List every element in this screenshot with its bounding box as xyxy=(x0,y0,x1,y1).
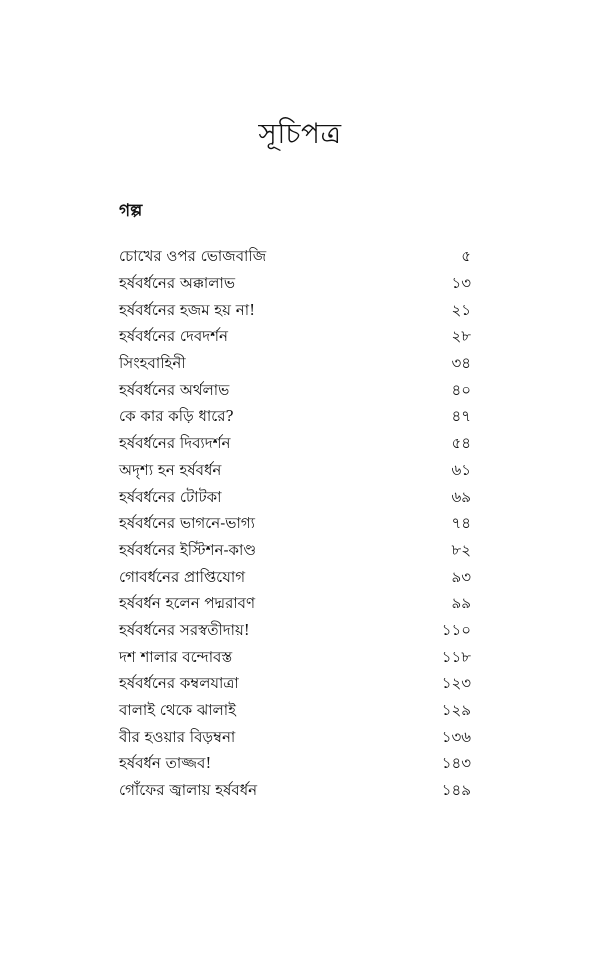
toc-entry-title: চোখের ওপর ভোজবাজি xyxy=(119,247,267,266)
toc-entry xyxy=(119,617,471,644)
toc-entry-title: অদৃশ্য হন হর্ষবর্ধন xyxy=(119,460,222,479)
toc-entry-page-number: ২৮ xyxy=(451,327,471,346)
toc-entry xyxy=(119,270,471,297)
toc-entry xyxy=(119,750,471,777)
toc-entry-page-number: ৪৭ xyxy=(451,407,471,426)
toc-entry xyxy=(119,323,471,350)
toc-entry xyxy=(119,296,471,323)
toc-entry xyxy=(119,777,471,804)
toc-entry-page-number: ১৩ xyxy=(451,274,471,293)
toc-entry-title: গোঁফের জ্বালায় হর্ষবর্ধন xyxy=(119,781,258,800)
toc-entry-title: দশ শালার বন্দোবস্ত xyxy=(119,647,233,666)
toc-entry xyxy=(119,457,471,484)
toc-entry-title: গোবর্ধনের প্রাপ্তিযোগ xyxy=(119,567,246,586)
toc-entry xyxy=(119,670,471,697)
toc-entry-page-number: ৬১ xyxy=(451,460,471,479)
toc-entry-title: হর্ষবর্ধনের অর্থলাভ xyxy=(119,380,230,399)
toc-entry-title: হর্ষবর্ধন হলেন পদ্মরাবণ xyxy=(119,594,256,613)
toc-entry-title: কে কার কড়ি ধারে? xyxy=(119,407,234,426)
toc-entry-title: হর্ষবর্ধনের ভাগনে-ভাগ্য xyxy=(119,514,256,533)
toc-entry-page-number: ১১৮ xyxy=(441,647,471,666)
toc-entry xyxy=(119,243,471,270)
toc-entry-page-number: ১২৯ xyxy=(441,701,471,720)
toc-entry xyxy=(119,563,471,590)
toc-entry-title: বীর হওয়ার বিড়ম্বনা xyxy=(119,727,236,746)
toc-entry xyxy=(119,350,471,377)
toc-entry xyxy=(119,643,471,670)
toc-entry-page-number: ২১ xyxy=(451,300,471,319)
toc-entry-page-number: ৯৩ xyxy=(451,567,471,586)
toc-entry-title: সিংহবাহিনী xyxy=(119,354,186,373)
toc-entry-title: হর্ষবর্ধনের দিব্যদর্শন xyxy=(119,434,231,453)
toc-entry-title: হর্ষবর্ধনের ইস্টিশন-কাণ্ড xyxy=(119,540,257,559)
toc-entry-page-number: ৫৪ xyxy=(451,434,471,453)
toc-entry xyxy=(119,697,471,724)
toc-entry-page-number: ১৪৩ xyxy=(441,754,471,773)
toc-entry-page-number: ৬৯ xyxy=(451,487,471,506)
toc-entry-page-number: ৭৪ xyxy=(451,514,471,533)
toc-entry xyxy=(119,723,471,750)
toc-entry xyxy=(119,403,471,430)
toc-entry-title: হর্ষবর্ধনের সরস্বতীদায়! xyxy=(119,620,250,639)
toc-entry-page-number: ৫ xyxy=(461,247,471,266)
toc-entry-title: হর্ষবর্ধনের হজম হয় না! xyxy=(119,300,256,319)
toc-entry-title: হর্ষবর্ধন তাজ্জব! xyxy=(119,754,212,773)
toc-entry-page-number: ১৩৬ xyxy=(441,727,471,746)
toc-entry-page-number: ৯৯ xyxy=(451,594,471,613)
toc-entry xyxy=(119,483,471,510)
toc-entry-title: হর্ষবর্ধনের টোটকা xyxy=(119,487,222,506)
table-of-contents xyxy=(119,243,471,803)
toc-entry-page-number: ১১০ xyxy=(441,620,471,639)
toc-entry-page-number: ৪০ xyxy=(451,380,471,399)
toc-entry-page-number: ৮২ xyxy=(451,540,471,559)
toc-entry-title: হর্ষবর্ধনের দেবদর্শন xyxy=(119,327,228,346)
section-heading: গল্প xyxy=(119,201,143,221)
toc-entry-title: হর্ষবর্ধনের অক্কালাভ xyxy=(119,274,235,293)
toc-entry xyxy=(119,590,471,617)
toc-entry-title: বালাই থেকে ঝালাই xyxy=(119,701,236,720)
toc-entry xyxy=(119,430,471,457)
page-title: সূচিপত্র xyxy=(258,117,342,150)
toc-entry-page-number: ১৪৯ xyxy=(441,781,471,800)
toc-entry xyxy=(119,510,471,537)
toc-entry-page-number: ৩৪ xyxy=(451,354,471,373)
toc-entry xyxy=(119,376,471,403)
toc-entry xyxy=(119,537,471,564)
toc-entry-page-number: ১২৩ xyxy=(441,674,471,693)
toc-entry-title: হর্ষবর্ধনের কম্বলযাত্রা xyxy=(119,674,239,693)
